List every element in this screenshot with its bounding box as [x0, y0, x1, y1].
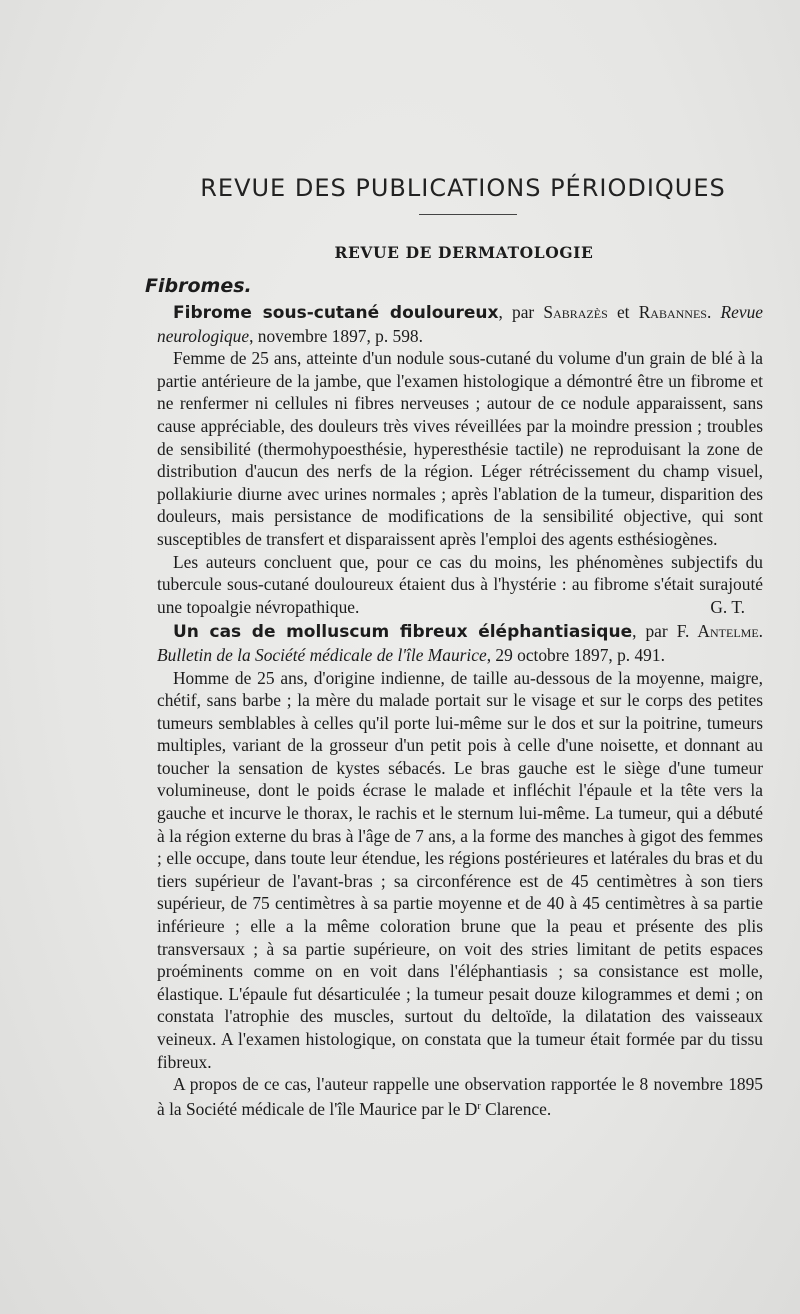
subsection-title: Fibromes. — [145, 275, 252, 297]
article-1-paragraph-1: Femme de 25 ans, atteinte d'un nodule sous-cutané du volume d'un grain de blé à la partie antérieure de la jambe, que l'examen histologique a démontré être un fibrome et ne renfermer ni cellules ni fibres nerveuses ; autour de ce nodule apparaissent, sans cause appréciable, des douleurs très vives réveillées par la moindre pression ; troubles de sensibilité (thermohypoesthésie, hyperesthésie tactile) ne reproduisant la zone de distribution d'aucun des nerfs de la région. Léger rétrécissement du champ visuel, pollakiurie diurne avec urines normales ; après l'ablation de la tumeur, disparition des douleurs, mais persistance de modifications de la sensibilité objective, qui sont susceptibles de transfert et disparaissent après l'emploi des agents esthésiogènes. — [157, 348, 763, 549]
article-2-paragraph-2-sup: r — [477, 1100, 481, 1112]
article-1-sep: , par — [498, 302, 544, 322]
article-1-author-1: Sabrazès — [543, 302, 608, 322]
article-2-author-1: F. Antelme — [676, 621, 759, 642]
page-content — [145, 172, 764, 1120]
article-2-paragraph-2 — [157, 1073, 763, 1120]
article-1-title: Fibrome sous-cutané douloureux — [173, 303, 499, 323]
article-1-dot: . — [706, 302, 721, 322]
show-through-text — [150, 80, 770, 161]
article-1-paragraph-2 — [157, 551, 763, 619]
article-1-citation: , novembre 1897, p. 598. — [249, 325, 423, 346]
article-2-citation: , 29 octobre 1897, p. 491. — [486, 644, 665, 665]
article-1-and: et — [607, 302, 639, 322]
article-1-signature: G. T. — [710, 596, 745, 617]
article-2-paragraph-1: Homme de 25 ans, d'origine indienne, de taille au-dessous de la moyenne, maigre, chétif, sans barbe ; la mère du malade portait sur le visage et sur le corps des petites tumeurs semblables à celles qu'il porte lui-même sur le dos et sur la poitrine, tumeurs multiples, variant de la grosseur d'un petit pois à celle d'une noisette, et donnant au toucher la sensation de kystes sébacés. Le bras gauche est le siège d'une tumeur volumineuse, dont le poids écrase le malade et infléchit l'épaule et la tête vers la gauche et incurve le thorax, le rachis et le sternum lui-même. La tumeur, qui a débuté à la région externe du bras à l'âge de 7 ans, a la forme des manches à gigot des femmes ; elle occupe, dans toute leur étendue, les régions postérieures et latérales du bras et du tiers supérieur de l'avant-bras ; sa circonférence est de 45 centimètres à son tiers supérieur, de 75 centimètres à sa partie moyenne et de 40 à 45 centimètres à sa partie inférieure ; elle a la même coloration brune que la peau et présente des plis transversaux ; à sa partie supérieure, on voit des stries limitant de petits espaces proéminents comme on en voit dans l'éléphantiasis ; sa consistance est molle, élastique. L'épaule fut désarticulée ; la tumeur pesait douze kilogrammes et demi ; on constata l'atrophie des muscles, surtout du deltoïde, la dilatation des vaisseaux veineux. A l'examen histologique, on constata que la tumeur était formée par du tissu fibreux. — [157, 667, 763, 1072]
article-2-dot: . — [758, 621, 764, 642]
article-2-title: Un cas de molluscum fibreux éléphantiasique — [173, 622, 633, 643]
article-2-journal: Bulletin de la Société médicale de l'île Maurice — [157, 644, 487, 665]
section-title: REVUE DE DERMATOLOGIE — [334, 243, 594, 262]
article-1-paragraph-2-text: Les auteurs concluent que, pour ce cas du moins, les phénomènes subjectifs du tubercule sous-cutané douloureux étaient dus à l'hystérie : au fibrome s'était surajouté une topoalgie névropathique. — [157, 551, 763, 617]
page-title: REVUE DES PUBLICATIONS PÉRIODIQUES — [200, 174, 726, 202]
article-1-author-2: Rabannes — [638, 302, 707, 322]
article-1-journal: Revue neurologique — [157, 302, 764, 346]
article-2-paragraph-2-end: Clarence. — [480, 1098, 552, 1119]
article-1-heading — [157, 301, 763, 347]
title-rule — [419, 214, 517, 215]
article-2-paragraph-2-start: A propos de ce cas, l'auteur rappelle une observation rapportée le 8 novembre 1895 à la Société médicale de l'île Maurice par le D — [157, 1074, 763, 1119]
article-2-heading — [157, 620, 763, 666]
article-2-sep: , par — [632, 621, 677, 642]
